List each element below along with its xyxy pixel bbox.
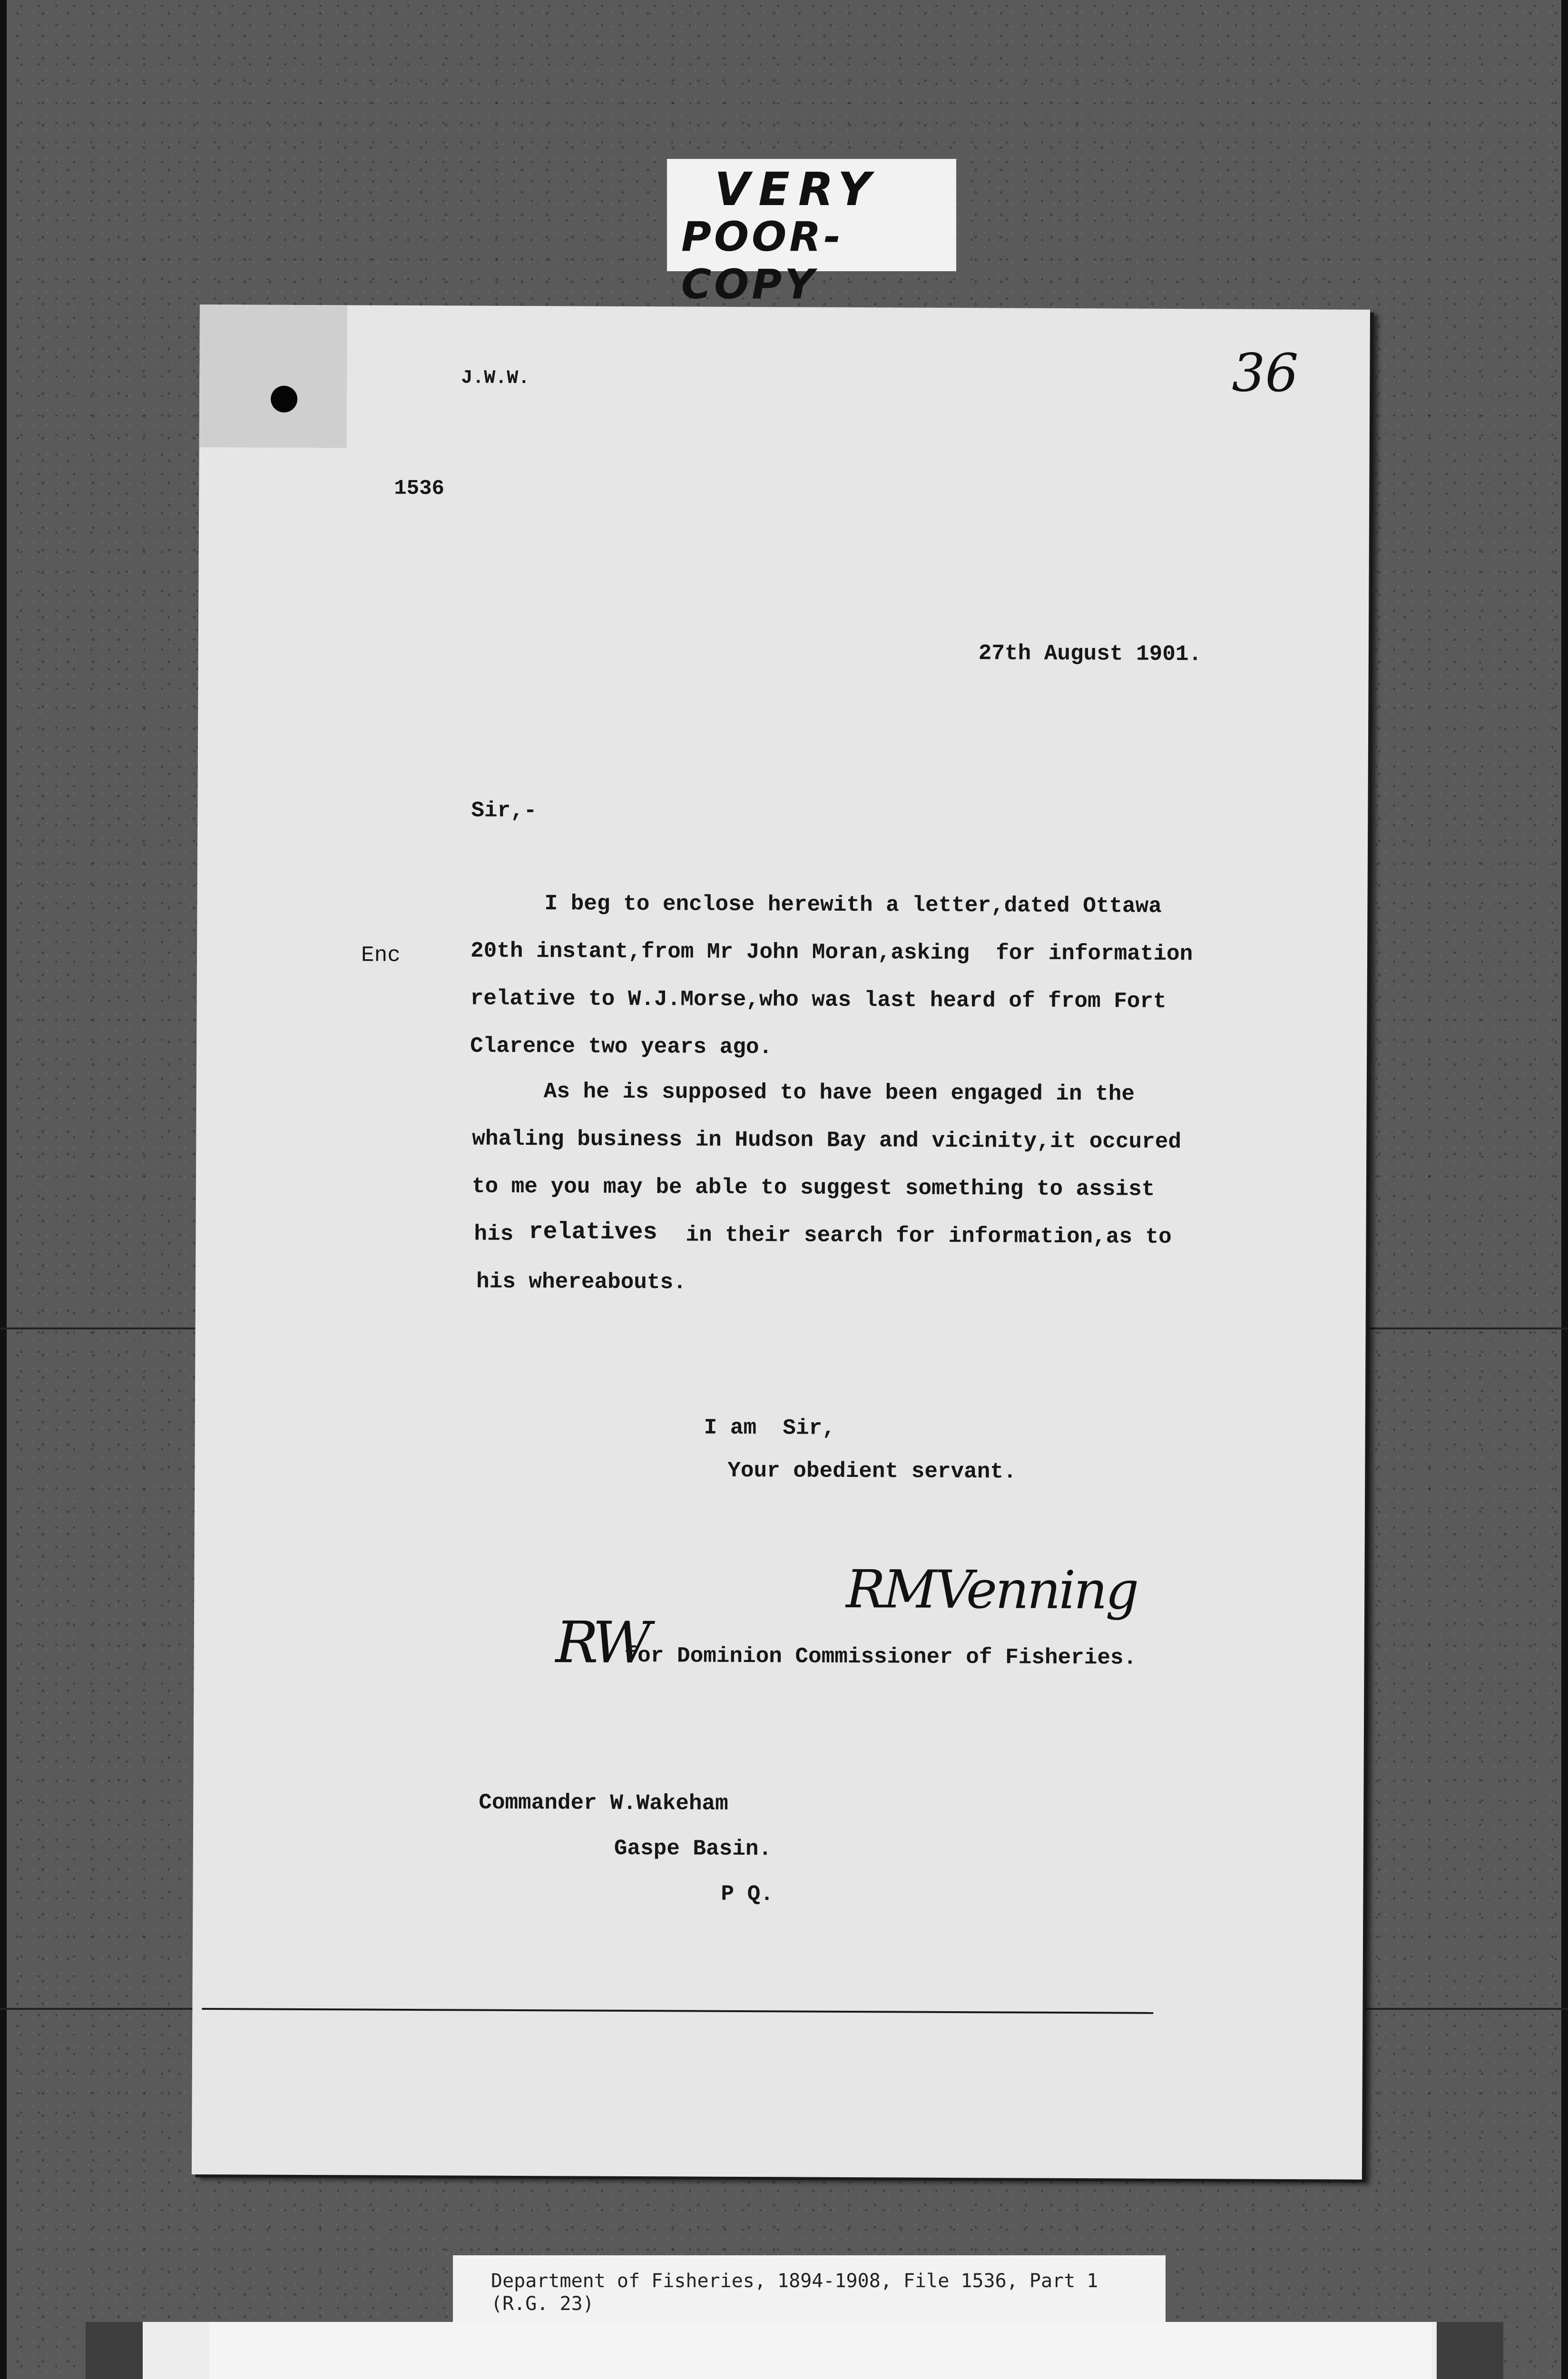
file-number: 1536: [394, 476, 445, 501]
initials-signature: RW: [555, 1610, 647, 1677]
condition-label-card: [667, 159, 956, 308]
film-edge-left: [0, 0, 7, 2379]
body-line-3: relative to W.J.Morse,who was last heard of from Fort: [470, 986, 1166, 1014]
condition-label-line1: VERY: [715, 163, 880, 216]
body-line-2: 20th instant,from Mr John Moran,asking for information: [470, 938, 1193, 967]
paper-corner-patch: [199, 305, 347, 448]
archives-card: [86, 2322, 1503, 2379]
closing-line-2: Your obedient servant.: [727, 1458, 1017, 1484]
letter-date: 27th August 1901.: [978, 641, 1202, 667]
punch-hole: [271, 386, 297, 413]
archives-card-inner: [209, 2322, 1432, 2379]
margin-note-enc: Enc: [361, 943, 401, 968]
closing-line-1: I am Sir,: [704, 1415, 835, 1441]
body-line-9: his whereabouts.: [476, 1269, 686, 1295]
body-line-5: As he is supposed to have been engaged in the: [543, 1079, 1135, 1107]
salutation: Sir,-: [471, 798, 537, 824]
body-line-4: Clarence two years ago.: [470, 1033, 773, 1060]
signature: RMVenning: [845, 1558, 1137, 1621]
citation-line-1: Department of Fisheries, 1894-1908, File 1536, Part 1: [491, 2270, 1098, 2292]
body-line-8-end: in their search for information,as to: [686, 1222, 1172, 1249]
address-line-3: P Q.: [721, 1881, 774, 1907]
body-line-6: whaling business in Hudson Bay and vicinity,it occured: [472, 1126, 1182, 1155]
address-line-1: Commander W.Wakeham: [479, 1790, 728, 1816]
bottom-rule: [202, 2008, 1153, 2014]
body-line-8-emphasis: relatives: [529, 1219, 657, 1247]
condition-label-line2: POOR-COPY: [681, 213, 844, 308]
body-line-8-start: his: [474, 1221, 514, 1247]
citation-card: [453, 2255, 1166, 2331]
film-edge-right: [1561, 0, 1568, 2379]
page-number: 36: [1232, 342, 1299, 404]
typist-initials: J.W.W.: [461, 367, 530, 390]
body-line-1: I beg to enclose herewith a letter,dated Ottawa: [544, 891, 1162, 919]
body-line-7: to me you may be able to suggest something to assist: [471, 1174, 1155, 1202]
address-line-2: Gaspe Basin.: [614, 1836, 772, 1862]
signature-block: for Dominion Commissioner of Fisheries.: [624, 1643, 1137, 1671]
letter-page: [192, 305, 1370, 2180]
citation-line-2: (R.G. 23): [491, 2293, 594, 2315]
